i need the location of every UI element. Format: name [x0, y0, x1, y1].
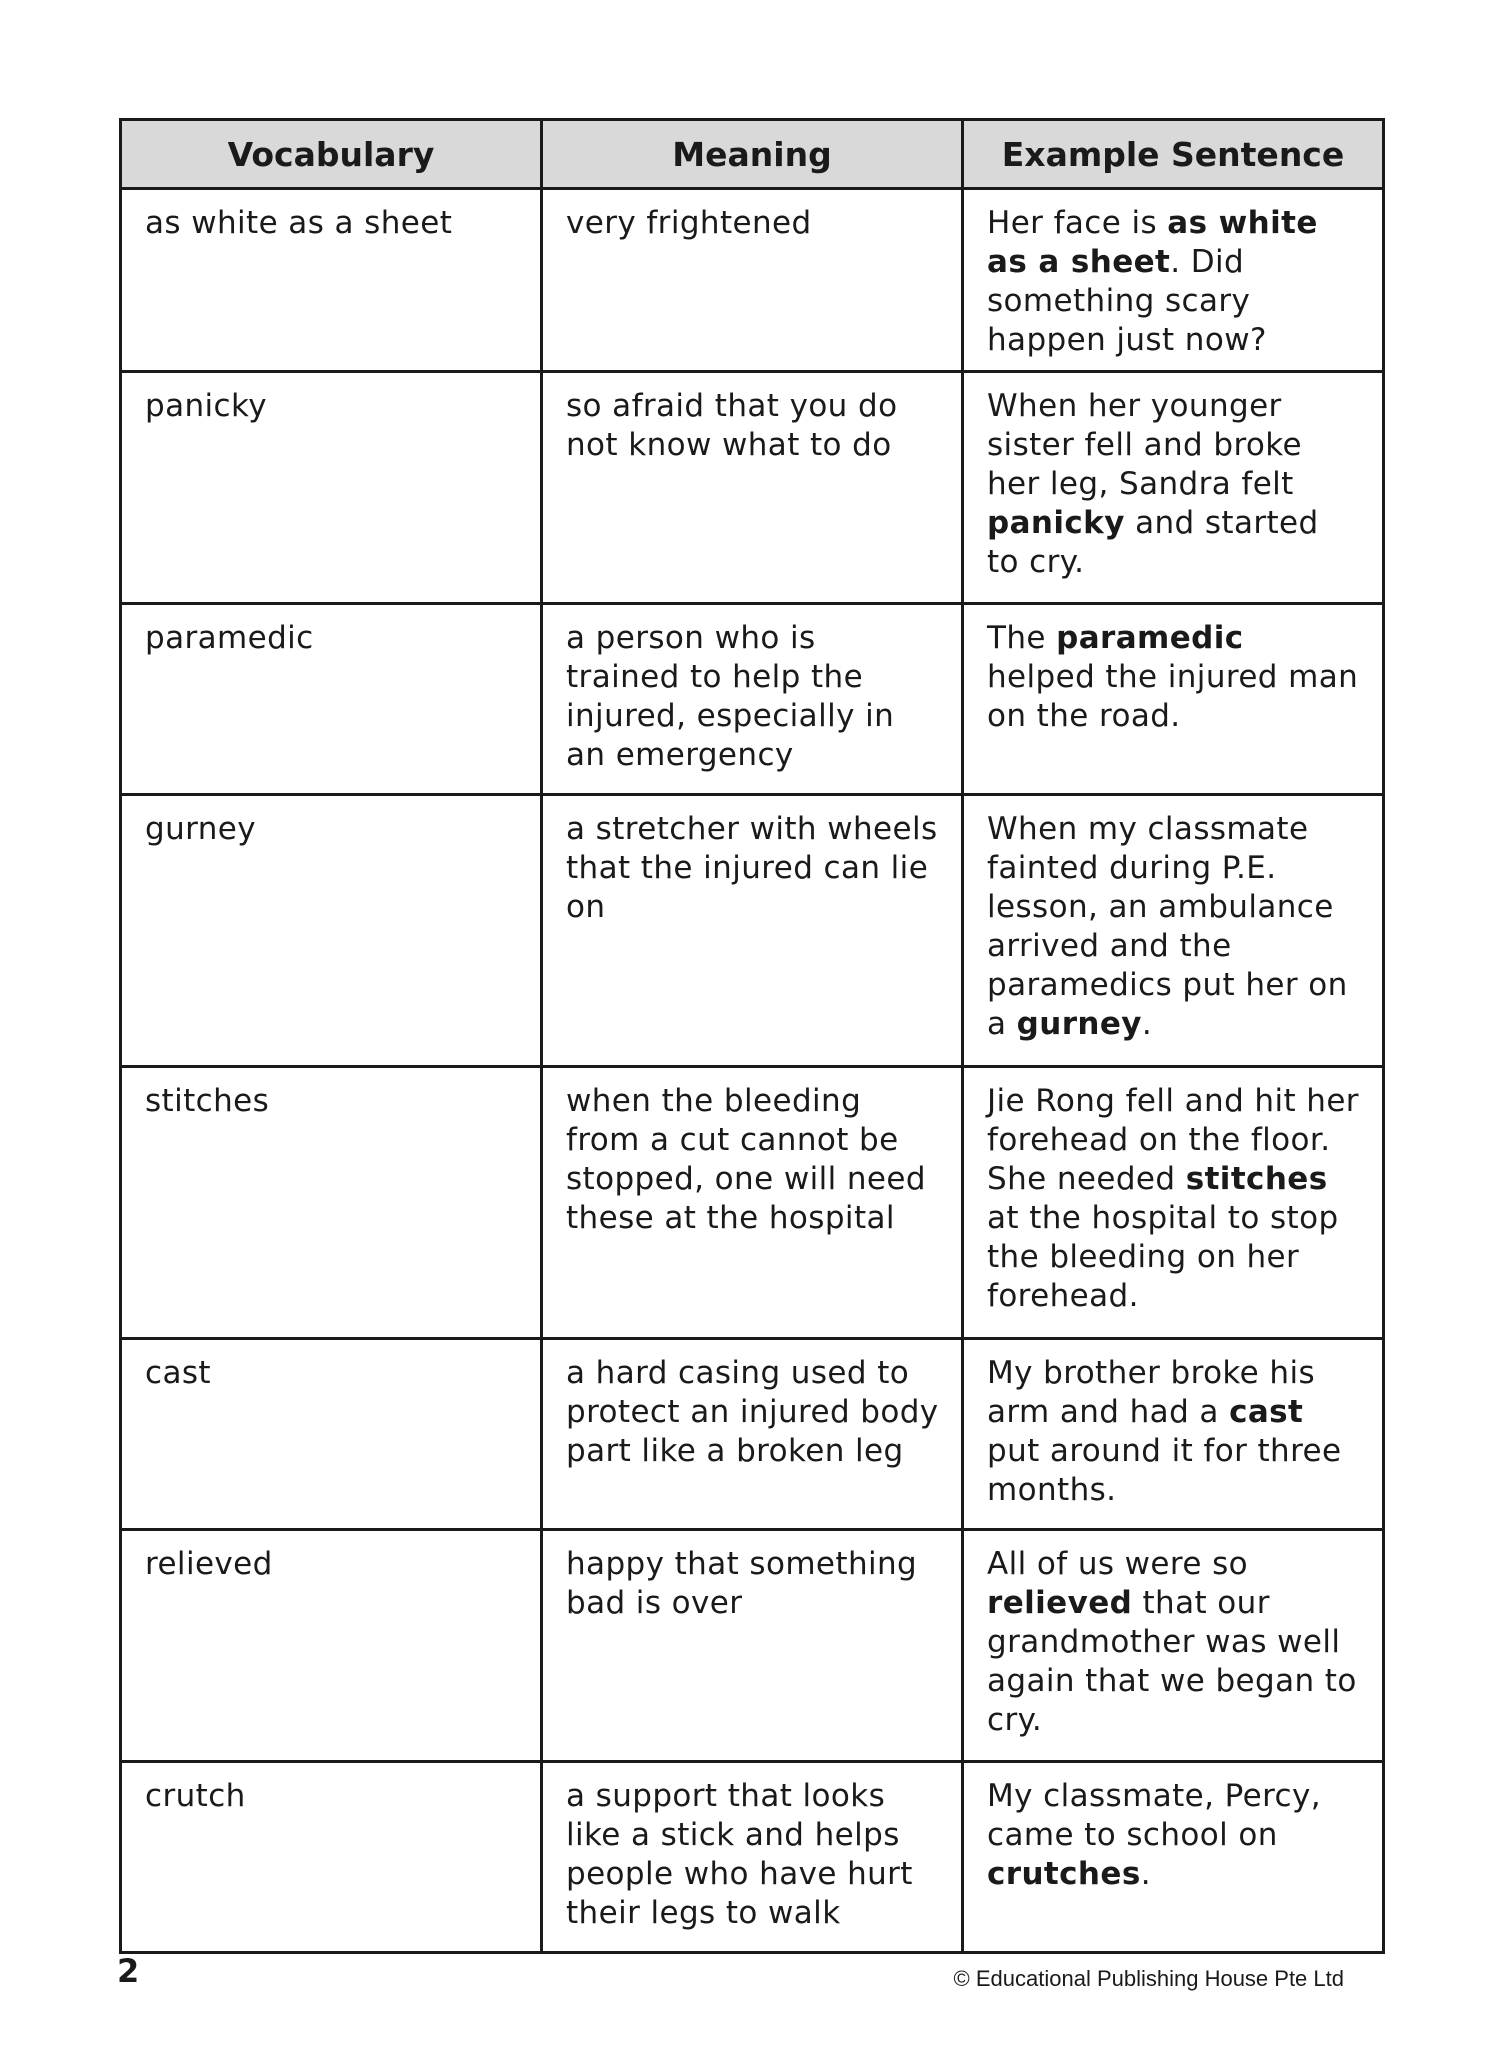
highlighted-vocabulary: gurney	[1016, 1006, 1142, 1042]
vocabulary-word: cast	[121, 1339, 542, 1530]
meaning-text: a stretcher with wheels that the injured can lie on	[542, 795, 963, 1067]
vocabulary-word: relieved	[121, 1530, 542, 1762]
header-meaning: Meaning	[542, 120, 963, 189]
page-number: 2	[117, 1952, 140, 1990]
meaning-text: a person who is trained to help the injured, especially in an emergency	[542, 604, 963, 795]
table-header-row	[121, 120, 1384, 189]
highlighted-vocabulary: cast	[1229, 1394, 1304, 1430]
sentence-fragment: helped the injured man on the road.	[987, 659, 1359, 734]
copyright-notice: © Educational Publishing House Pte Ltd	[953, 1966, 1344, 1991]
sentence-fragment: My classmate, Percy, came to school on	[987, 1778, 1321, 1853]
example-sentence	[963, 795, 1384, 1067]
sentence-fragment: The	[987, 620, 1057, 656]
sentence-fragment: and started to cry.	[987, 505, 1319, 580]
example-sentence	[963, 189, 1384, 372]
table-row	[121, 372, 1384, 604]
header-vocabulary: Vocabulary	[121, 120, 542, 189]
sentence-fragment: at the hospital to stop the bleeding on her forehead.	[987, 1200, 1339, 1314]
example-sentence	[963, 1067, 1384, 1339]
table-row	[121, 604, 1384, 795]
meaning-text: happy that something bad is over	[542, 1530, 963, 1762]
sentence-fragment: . Did something scary happen just now?	[987, 244, 1267, 358]
sentence-fragment: Jie Rong fell and hit her forehead on the floor. She needed	[987, 1083, 1359, 1197]
sentence-fragment: When my classmate fainted during P.E. lesson, an ambulance arrived and the paramedics put her on a	[987, 811, 1348, 1042]
meaning-text: very frightened	[542, 189, 963, 372]
sentence-fragment: All of us were so	[987, 1546, 1249, 1582]
meaning-text: when the bleeding from a cut cannot be stopped, one will need these at the hospital	[542, 1067, 963, 1339]
highlighted-vocabulary: panicky	[987, 505, 1125, 541]
vocabulary-word: crutch	[121, 1762, 542, 1953]
vocabulary-table	[119, 118, 1385, 1954]
sentence-fragment: that our grandmother was well again that we began to cry.	[987, 1585, 1357, 1738]
sentence-fragment: My brother broke his arm and had a	[987, 1355, 1316, 1430]
header-example-sentence: Example Sentence	[963, 120, 1384, 189]
vocabulary-word: paramedic	[121, 604, 542, 795]
vocabulary-word: stitches	[121, 1067, 542, 1339]
highlighted-vocabulary: crutches	[987, 1856, 1141, 1892]
sentence-fragment: put around it for three months.	[987, 1433, 1342, 1508]
meaning-text: a hard casing used to protect an injured body part like a broken leg	[542, 1339, 963, 1530]
example-sentence	[963, 1339, 1384, 1530]
sentence-fragment: .	[1141, 1006, 1153, 1042]
vocabulary-word: as white as a sheet	[121, 189, 542, 372]
table-row	[121, 1339, 1384, 1530]
table-row	[121, 1067, 1384, 1339]
example-sentence	[963, 604, 1384, 795]
sentence-fragment: When her younger sister fell and broke her leg, Sandra felt	[987, 388, 1303, 502]
example-sentence	[963, 1530, 1384, 1762]
example-sentence	[963, 1762, 1384, 1953]
vocabulary-word: gurney	[121, 795, 542, 1067]
highlighted-vocabulary: paramedic	[1056, 620, 1244, 656]
sentence-fragment: Her face is	[987, 205, 1168, 241]
table-row	[121, 795, 1384, 1067]
highlighted-vocabulary: relieved	[987, 1585, 1133, 1621]
table-row	[121, 189, 1384, 372]
example-sentence	[963, 372, 1384, 604]
meaning-text: a support that looks like a stick and helps people who have hurt their legs to walk	[542, 1762, 963, 1953]
vocabulary-word: panicky	[121, 372, 542, 604]
table-row	[121, 1762, 1384, 1953]
table-row	[121, 1530, 1384, 1762]
sentence-fragment: .	[1140, 1856, 1151, 1892]
meaning-text: so afraid that you do not know what to do	[542, 372, 963, 604]
highlighted-vocabulary: stitches	[1185, 1161, 1328, 1197]
highlighted-vocabulary: as white as a sheet	[987, 205, 1318, 280]
